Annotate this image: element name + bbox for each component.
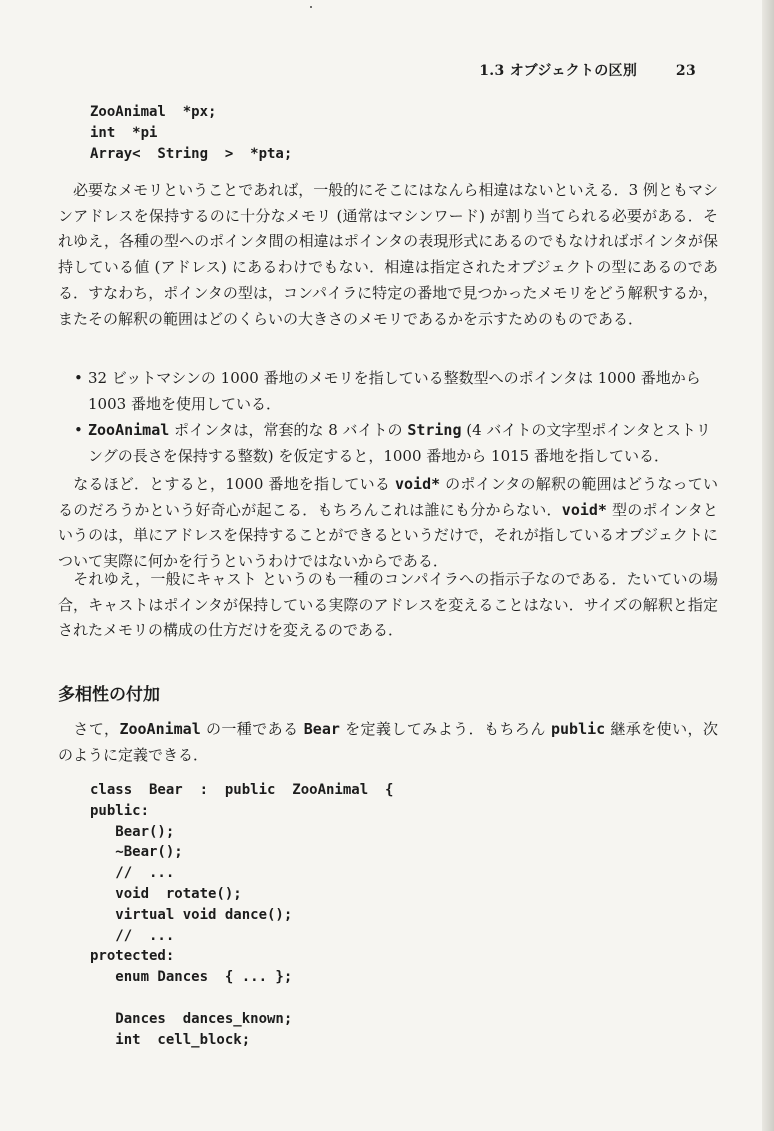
paragraph-void-pointer: なるほど．とすると，1000 番地を指している void* のポインタの解釈の範囲はどうなっているのだろうかという好奇心が起こる．もちろんこれは誰にも分からない．void* 型のポインタというのは，単にアドレスを保持することができるというだけで，それが指しているオブジェクトについて実際に何かを行うというわけではないからである．	[58, 475, 718, 571]
section-heading: 多相性の付加	[58, 685, 160, 705]
inline-code: ZooAnimal	[88, 421, 170, 440]
page-edge-shadow	[762, 0, 774, 1131]
inline-code: void*	[561, 500, 607, 519]
inline-code: void*	[395, 475, 441, 493]
paragraph-bear-intro: さて，ZooAnimal の一種である Bear を定義してみよう．もちろん public 継承を使い，次のように定義できる．	[58, 720, 718, 764]
code-block-bear-class: class Bear : public ZooAnimal { public: Bear(); ~Bear(); // ... void rotate(); virtual void dance(); // ... protected: enum Dances { ... }; Dances dances_known; int cell_block;	[90, 782, 394, 1048]
header-section-title: 1.3 オブジェクトの区別	[479, 63, 638, 79]
running-header	[479, 60, 696, 80]
scan-speck	[310, 6, 312, 8]
inline-code: ZooAnimal	[119, 720, 201, 738]
bullet-item-zooanimal-pointer: • ZooAnimal ポインタは，常套的な 8 バイトの String (4 バイトの文字型ポインタとストリングの長さを保持する整数) を仮定すると，1000 番地から 1015 番地を指している．	[74, 418, 714, 469]
bullet-list	[74, 366, 714, 471]
code-block-pointers: ZooAnimal *px; int *pi Array< String > *pta;	[90, 104, 293, 162]
paragraph-memory	[58, 178, 718, 332]
page-number: 23	[675, 63, 696, 79]
paragraph-cast: それゆえ，一般にキャスト というのも一種のコンパイラへの指示子なのである．たいていの場合，キャストはポインタが保持している実際のアドレスを変えることはない．サイズの解釈と指定されたメモリの構成の仕方だけを変えるのである．	[58, 570, 718, 640]
bullet-item-int-pointer: • 32 ビットマシンの 1000 番地のメモリを指している整数型へのポインタは 1000 番地から 1003 番地を使用している．	[74, 366, 714, 417]
inline-code: Bear	[303, 720, 340, 738]
paragraph-memory-text: 必要なメモリということであれば，一般的にそこにはなんら相違はないといえる．3 例ともマシンアドレスを保持するのに十分なメモリ (通常はマシンワード) が割り当てられる必要がある．それゆえ，各種の型へのポインタ間の相違はポインタの表現形式にあるのでもなければポインタが保持している値 (アドレス) にあるわけでもない．相違は指定されたオブジェクトの型にあるのである．すなわち，ポインタの型は，コンパイラに特定の番地で見つかったメモリをどう解釈するか，またその解釈の範囲はどのくらいの大きさのメモリであるかを示すためのものである．	[58, 181, 718, 328]
inline-code: String	[407, 421, 462, 440]
inline-code: public	[550, 720, 606, 738]
